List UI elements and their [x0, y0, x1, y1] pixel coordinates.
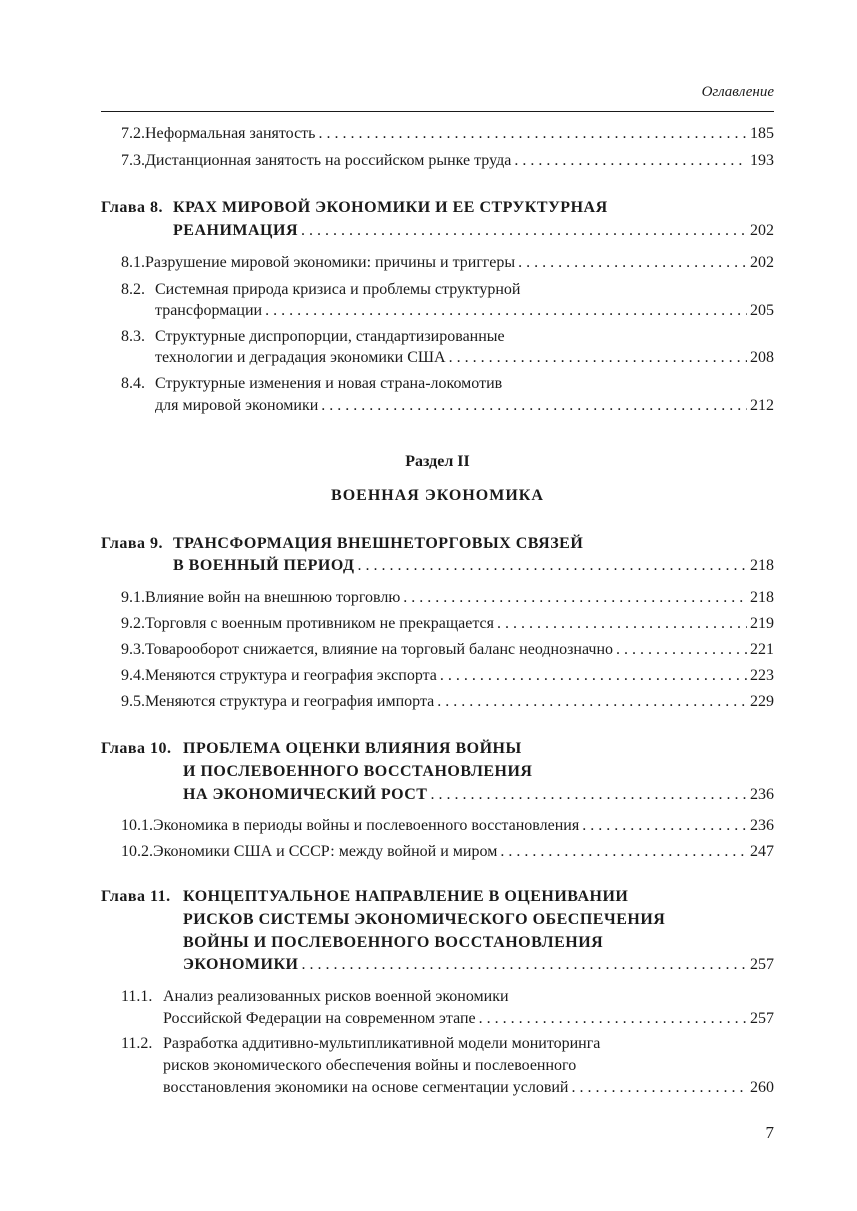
item-title: Структурные изменения и новая страна-локомотив [155, 375, 503, 392]
leader-dots [449, 349, 747, 367]
item-number: 9.1. [121, 589, 145, 606]
chapter-9-heading-end[interactable] [101, 557, 774, 579]
chapter-title-line: КОНЦЕПТУАЛЬНОЕ НАПРАВЛЕНИЕ В ОЦЕНИВАНИИ [183, 888, 629, 905]
chapter-label: Глава 8. [101, 199, 163, 216]
item-title: трансформации [155, 302, 263, 319]
item-title: для мировой экономики [155, 397, 319, 414]
chapter-title-line: РЕАНИМАЦИЯ [173, 222, 298, 239]
item-title: Товарооборот снижается, влияние на торговый баланс неоднозначно [145, 641, 614, 658]
toc-item-9-2[interactable] [101, 615, 774, 637]
leader-dots [403, 589, 747, 607]
toc-item-9-5[interactable] [101, 693, 774, 715]
chapter-10-heading-end[interactable] [101, 786, 774, 808]
toc-item-9-4[interactable] [101, 667, 774, 689]
item-number: 7.3. [121, 152, 145, 169]
item-page: 208 [750, 349, 774, 366]
item-page: 185 [750, 125, 774, 142]
toc-item-8-2-end[interactable] [101, 302, 774, 324]
chapter-title-line: ТРАНСФОРМАЦИЯ ВНЕШНЕТОРГОВЫХ СВЯЗЕЙ [173, 535, 584, 552]
leader-dots [616, 641, 747, 659]
chapter-11-heading-line3[interactable] [101, 934, 774, 956]
item-number: 8.2. [121, 281, 145, 298]
item-title: Анализ реализованных рисков военной экономики [163, 988, 509, 1005]
toc-item-8-4-end[interactable] [101, 397, 774, 419]
leader-dots [301, 956, 747, 974]
item-title: Российской Федерации на современном этапе [163, 1010, 476, 1027]
leader-dots [321, 397, 747, 415]
item-number: 8.3. [121, 328, 145, 345]
toc-item-7-3[interactable] [101, 152, 774, 174]
chapter-8-heading-end[interactable] [101, 222, 774, 244]
leader-dots [572, 1079, 748, 1097]
chapter-label: Глава 10. [101, 740, 172, 757]
item-title: Меняются структура и география экспорта [145, 667, 437, 684]
item-number: 10.2. [121, 843, 153, 860]
item-number: 9.3. [121, 641, 145, 658]
chapter-title-line: ВОЙНЫ И ПОСЛЕВОЕННОГО ВОССТАНОВЛЕНИЯ [183, 934, 604, 951]
running-header: Оглавление [701, 84, 774, 100]
item-page: 212 [750, 397, 774, 414]
item-title: Структурные диспропорции, стандартизированные [155, 328, 505, 345]
chapter-title-line: РИСКОВ СИСТЕМЫ ЭКОНОМИЧЕСКОГО ОБЕСПЕЧЕНИЯ [183, 911, 666, 928]
toc-item-11-2-end[interactable] [101, 1079, 774, 1101]
toc-item-7-2[interactable] [101, 125, 774, 147]
item-title: Дистанционная занятость на российском рынке труда [145, 152, 512, 169]
item-page: 257 [750, 956, 774, 973]
item-page: 223 [750, 667, 774, 684]
item-page: 260 [750, 1079, 774, 1096]
item-title: Разрушение мировой экономики: причины и триггеры [145, 254, 516, 271]
toc-item-8-1[interactable] [101, 254, 774, 276]
item-number: 8.1. [121, 254, 145, 271]
item-number: 9.2. [121, 615, 145, 632]
item-page: 218 [750, 557, 774, 574]
leader-dots [479, 1010, 747, 1028]
item-page: 202 [750, 222, 774, 239]
toc-item-9-3[interactable] [101, 641, 774, 663]
chapter-10-heading[interactable] [101, 740, 774, 762]
chapter-11-heading-line2[interactable] [101, 911, 774, 933]
item-title: рисков экономического обеспечения войны и послевоенного [163, 1057, 577, 1074]
toc-item-8-3[interactable] [101, 328, 774, 350]
chapter-title-line: ЭКОНОМИКИ [183, 956, 299, 973]
toc-item-8-3-end[interactable] [101, 349, 774, 371]
item-number: 11.1. [121, 988, 153, 1005]
leader-dots [437, 693, 747, 711]
item-page: 247 [750, 843, 774, 860]
toc-item-11-1[interactable] [101, 988, 774, 1010]
chapter-8-heading[interactable] [101, 199, 774, 221]
leader-dots [500, 843, 747, 861]
item-title: Неформальная занятость [145, 125, 316, 142]
leader-dots [265, 302, 747, 320]
chapter-11-heading-end[interactable] [101, 956, 774, 978]
item-number: 10.1. [121, 817, 153, 834]
item-number: 9.5. [121, 693, 145, 710]
item-page: 221 [750, 641, 774, 658]
item-page: 236 [750, 786, 774, 803]
item-title: Системная природа кризиса и проблемы структурной [155, 281, 521, 298]
toc-item-9-1[interactable] [101, 589, 774, 611]
leader-dots [440, 667, 747, 685]
leader-dots [318, 125, 747, 143]
page-number: 7 [765, 1123, 774, 1142]
section-label: Раздел II [405, 453, 470, 470]
leader-dots [514, 152, 747, 170]
item-title: Меняются структура и география импорта [145, 693, 435, 710]
item-page: 236 [750, 817, 774, 834]
toc-item-8-2[interactable] [101, 281, 774, 303]
item-title: Торговля с военным противником не прекращается [145, 615, 495, 632]
toc-item-10-1[interactable] [101, 817, 774, 839]
chapter-title-line: КРАХ МИРОВОЙ ЭКОНОМИКИ И ЕЕ СТРУКТУРНАЯ [173, 199, 608, 216]
item-page: 229 [750, 693, 774, 710]
item-title: Разработка аддитивно-мультипликативной модели мониторинга [163, 1035, 601, 1052]
item-title: технологии и деградация экономики США [155, 349, 446, 366]
chapter-label: Глава 11. [101, 888, 171, 905]
item-title: восстановления экономики на основе сегментации условий [163, 1079, 569, 1096]
toc-item-8-4[interactable] [101, 375, 774, 397]
leader-dots [518, 254, 747, 272]
item-number: 11.2. [121, 1035, 153, 1052]
chapter-title-line: ПРОБЛЕМА ОЦЕНКИ ВЛИЯНИЯ ВОЙНЫ [183, 740, 522, 757]
item-page: 219 [750, 615, 774, 632]
chapter-label: Глава 9. [101, 535, 163, 552]
toc-item-11-2[interactable] [101, 1035, 774, 1057]
chapter-title-line: И ПОСЛЕВОЕННОГО ВОССТАНОВЛЕНИЯ [183, 763, 533, 780]
chapter-11-heading[interactable] [101, 888, 774, 910]
item-page: 218 [750, 589, 774, 606]
item-number: 7.2. [121, 125, 145, 142]
toc-item-11-2-line2[interactable] [101, 1057, 774, 1079]
toc-item-11-1-end[interactable] [101, 1010, 774, 1032]
leader-dots [301, 222, 747, 240]
header-rule [101, 111, 774, 112]
item-number: 9.4. [121, 667, 145, 684]
leader-dots [582, 817, 747, 835]
chapter-9-heading[interactable] [101, 535, 774, 557]
item-page: 205 [750, 302, 774, 319]
toc-item-10-2[interactable] [101, 843, 774, 865]
item-title: Экономика в периоды войны и послевоенного восстановления [153, 817, 580, 834]
chapter-title-line: В ВОЕННЫЙ ПЕРИОД [173, 557, 355, 574]
section-title: ВОЕННАЯ ЭКОНОМИКА [331, 487, 544, 504]
item-title: Экономики США и СССР: между войной и миром [153, 843, 498, 860]
leader-dots [497, 615, 747, 633]
leader-dots [430, 786, 747, 804]
item-number: 8.4. [121, 375, 145, 392]
item-page: 257 [750, 1010, 774, 1027]
chapter-title-line: НА ЭКОНОМИЧЕСКИЙ РОСТ [183, 786, 428, 803]
item-title: Влияние войн на внешнюю торговлю [145, 589, 401, 606]
chapter-10-heading-line2[interactable] [101, 763, 774, 785]
item-page: 202 [750, 254, 774, 271]
leader-dots [358, 557, 748, 575]
item-page: 193 [750, 152, 774, 169]
